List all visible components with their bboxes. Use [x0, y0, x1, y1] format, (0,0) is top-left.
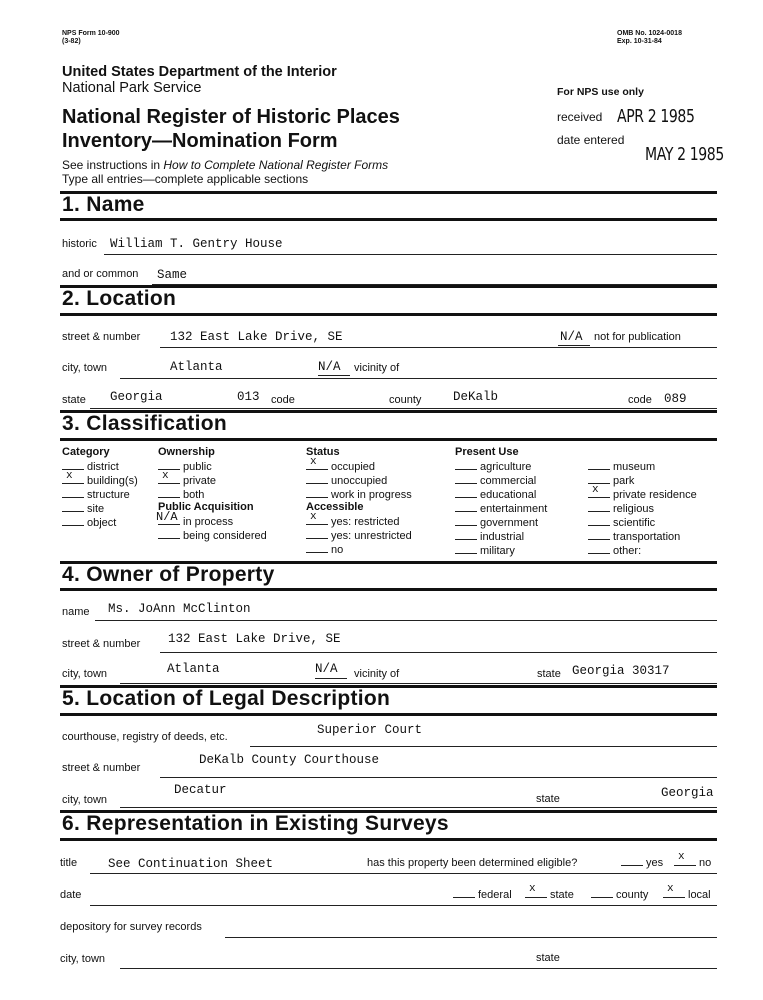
vicinity-mark[interactable]: N/A — [318, 360, 341, 374]
county-label: county — [389, 394, 422, 406]
checkbox-blank[interactable] — [525, 883, 547, 898]
checkbox-blank[interactable] — [306, 530, 328, 539]
section-1-heading: 1. Name — [62, 193, 145, 216]
section-rule — [60, 713, 717, 716]
federal-option[interactable] — [453, 889, 512, 901]
checkbox-blank[interactable] — [674, 851, 696, 866]
classification-option[interactable] — [588, 544, 641, 558]
checkbox-blank[interactable] — [158, 489, 180, 498]
checkbox-blank[interactable] — [455, 545, 477, 554]
owner-city-label: city, town — [62, 668, 108, 680]
field-line — [95, 620, 717, 621]
eligible-no-option[interactable] — [674, 851, 712, 869]
state-code-label: code — [271, 394, 295, 406]
option-label: object — [87, 517, 117, 529]
historic-name-field[interactable]: William T. Gentry House — [110, 237, 283, 251]
courthouse-label: courthouse, registry of deeds, etc. — [62, 731, 228, 743]
classification-option[interactable] — [156, 510, 234, 529]
classification-option[interactable] — [306, 543, 343, 557]
field-line — [160, 347, 717, 348]
checkbox-blank[interactable] — [455, 531, 477, 540]
checkbox-blank[interactable] — [158, 470, 180, 484]
legal-street-label: street & number — [62, 762, 141, 774]
legal-city-field[interactable]: Decatur — [174, 783, 227, 797]
section-2-heading: 2. Location — [62, 287, 177, 310]
option-label: yes: unrestricted — [331, 530, 412, 542]
not-for-publication-mark[interactable]: N/A — [560, 330, 583, 344]
field-line — [104, 254, 717, 255]
option-label: park — [613, 475, 635, 487]
checkbox-blank[interactable] — [62, 517, 84, 526]
field-line — [90, 873, 717, 874]
option-label: both — [183, 489, 205, 501]
field-line — [558, 345, 590, 346]
option-label: structure — [87, 489, 130, 501]
instructions-line2: Type all entries—complete applicable sections — [62, 172, 309, 186]
county-survey-label: county — [616, 889, 649, 901]
classification-option[interactable] — [62, 488, 130, 502]
section-rule — [60, 438, 717, 441]
owner-state-field[interactable]: Georgia 30317 — [572, 664, 670, 678]
option-label: work in progress — [331, 489, 412, 501]
nps-use-header: For NPS use only — [557, 86, 644, 98]
local-option[interactable] — [663, 883, 711, 901]
checkbox-mark: x — [592, 484, 599, 496]
state-option[interactable] — [525, 883, 574, 901]
form-title-line2: Inventory—Nomination Form — [62, 130, 338, 152]
field-line — [120, 378, 717, 379]
checkbox-blank[interactable] — [588, 484, 610, 498]
section-rule — [60, 218, 717, 221]
survey-state-label: state — [536, 952, 560, 964]
checkbox-blank[interactable] — [306, 489, 328, 498]
field-line — [318, 375, 350, 376]
survey-city-label: city, town — [60, 953, 106, 965]
field-line — [315, 678, 347, 679]
classification-option[interactable] — [62, 470, 138, 488]
expiration-date: Exp. 10-31-84 — [617, 38, 662, 45]
classification-option[interactable] — [306, 529, 412, 543]
instructions-line1 — [62, 158, 388, 172]
checkbox-blank[interactable] — [62, 470, 84, 484]
option-label: religious — [613, 503, 654, 515]
field-line — [160, 777, 717, 778]
city-field[interactable]: Atlanta — [170, 360, 223, 374]
checkbox-blank[interactable] — [453, 889, 475, 898]
eligibility-question: has this property been determined eligible? — [367, 857, 578, 869]
survey-title-field[interactable]: See Continuation Sheet — [108, 857, 274, 871]
owner-street-label: street & number — [62, 638, 141, 650]
option-label: entertainment — [480, 503, 548, 515]
option-label: unoccupied — [331, 475, 388, 487]
form-number: NPS Form 10-900 — [62, 30, 120, 37]
field-line — [120, 968, 717, 969]
checkbox-blank[interactable] — [306, 544, 328, 553]
section-rule — [60, 838, 717, 841]
field-line — [120, 683, 717, 684]
checkbox-mark: x — [66, 470, 73, 482]
checkbox-blank[interactable] — [588, 461, 610, 470]
option-label: military — [480, 545, 515, 557]
checkbox-blank[interactable] — [156, 510, 180, 525]
checkbox-blank[interactable] — [306, 511, 328, 525]
checkbox-blank[interactable] — [455, 503, 477, 512]
field-line — [250, 746, 717, 747]
option-label: building(s) — [87, 475, 138, 487]
survey-title-label: title — [60, 857, 78, 869]
classification-option[interactable] — [455, 474, 536, 488]
classification-option[interactable] — [455, 502, 547, 516]
checkbox-blank[interactable] — [158, 530, 180, 539]
classification-option[interactable] — [158, 488, 204, 502]
field-line — [160, 652, 717, 653]
federal-label: federal — [478, 889, 512, 901]
checkbox-blank[interactable] — [306, 456, 328, 470]
received-stamp: APR 2 1985 — [617, 106, 695, 127]
option-label: scientific — [613, 517, 656, 529]
checkbox-blank[interactable] — [455, 475, 477, 484]
county-option[interactable] — [591, 889, 648, 901]
classification-option[interactable] — [455, 460, 531, 474]
state-label: state — [62, 394, 86, 406]
date-entered-stamp: MAY 2 1985 — [645, 144, 724, 165]
checkbox-blank[interactable] — [663, 883, 685, 898]
option-label: museum — [613, 461, 656, 473]
owner-name-label: name — [62, 606, 90, 618]
legal-state-field[interactable]: Georgia — [661, 786, 714, 800]
checkbox-mark: x — [310, 511, 317, 523]
omb-number: OMB No. 1024-0018 — [617, 30, 682, 37]
field-line — [90, 408, 717, 409]
checkbox-blank[interactable] — [588, 531, 610, 540]
checkbox-blank[interactable] — [62, 503, 84, 512]
option-label: industrial — [480, 531, 525, 543]
checkbox-blank[interactable] — [588, 503, 610, 512]
option-label: public — [183, 461, 212, 473]
county-code-label: code — [628, 394, 652, 406]
checkbox-blank[interactable] — [455, 489, 477, 498]
checkbox-blank[interactable] — [621, 857, 643, 866]
received-label: received — [557, 110, 603, 124]
vicinity-label: vicinity of — [354, 362, 400, 374]
state-code-field[interactable]: 013 — [237, 390, 260, 404]
depository-label: depository for survey records — [60, 921, 202, 933]
classification-option[interactable] — [455, 530, 524, 544]
option-label: yes: restricted — [331, 516, 400, 528]
service-name: National Park Service — [62, 80, 202, 96]
present-use-header: Present Use — [455, 446, 519, 458]
checkbox-mark: x — [162, 470, 169, 482]
classification-option[interactable] — [588, 530, 680, 544]
option-label: occupied — [331, 461, 376, 473]
option-label: commercial — [480, 475, 537, 487]
option-label: no — [331, 544, 344, 556]
form-date: (3-82) — [62, 38, 81, 45]
owner-city-field[interactable]: Atlanta — [167, 662, 220, 676]
owner-street-field[interactable]: 132 East Lake Drive, SE — [168, 632, 341, 646]
option-label: private — [183, 475, 217, 487]
classification-option[interactable] — [455, 544, 515, 558]
historic-label: historic — [62, 238, 97, 250]
section-3-heading: 3. Classification — [62, 412, 227, 435]
option-label: agriculture — [480, 461, 532, 473]
survey-date-label: date — [60, 889, 82, 901]
street-label: street & number — [62, 331, 141, 343]
state-survey-label: state — [550, 889, 574, 901]
legal-state-label: state — [536, 793, 560, 805]
no-label: no — [699, 857, 712, 869]
classification-option[interactable] — [158, 470, 217, 488]
classification-option[interactable] — [455, 488, 536, 502]
option-label: educational — [480, 489, 537, 501]
classification-option[interactable] — [455, 516, 538, 530]
yes-label: yes — [646, 857, 664, 869]
owner-state-label: state — [537, 668, 561, 680]
accessible-header: Accessible — [306, 501, 364, 513]
city-label: city, town — [62, 362, 108, 374]
checkbox-blank[interactable] — [588, 517, 610, 526]
option-label: district — [87, 461, 119, 473]
option-label: being considered — [183, 530, 267, 542]
classification-option[interactable] — [588, 516, 655, 530]
eligible-yes-option[interactable] — [621, 857, 663, 869]
section-4-heading: 4. Owner of Property — [62, 563, 275, 586]
section-6-heading: 6. Representation in Existing Surveys — [62, 812, 449, 835]
ownership-header: Ownership — [158, 446, 215, 458]
checkbox-blank[interactable] — [588, 545, 610, 554]
classification-option[interactable] — [306, 488, 412, 502]
not-for-publication-label: not for publication — [594, 331, 681, 343]
checkbox-blank[interactable] — [62, 489, 84, 498]
legal-street-field[interactable]: DeKalb County Courthouse — [199, 753, 380, 767]
checkbox-blank[interactable] — [455, 461, 477, 470]
section-rule — [60, 588, 717, 591]
classification-option[interactable] — [62, 516, 116, 530]
section-rule — [60, 191, 717, 194]
checkbox-blank[interactable] — [591, 889, 613, 898]
checkbox-mark: N/A — [156, 510, 178, 524]
date-entered-label: date entered — [557, 133, 625, 147]
field-line — [120, 807, 717, 808]
public-acquisition-header: Public Acquisition — [158, 501, 254, 513]
classification-option[interactable] — [62, 502, 104, 516]
option-label: transportation — [613, 531, 681, 543]
section-5-heading: 5. Location of Legal Description — [62, 687, 391, 710]
courthouse-field[interactable]: Superior Court — [317, 723, 423, 737]
instructions-prefix: See instructions in — [62, 158, 164, 172]
local-checkmark: x — [667, 883, 674, 895]
checkbox-blank[interactable] — [455, 517, 477, 526]
legal-city-label: city, town — [62, 794, 108, 806]
category-header: Category — [62, 446, 110, 458]
option-label: private residence — [613, 489, 697, 501]
owner-name-field[interactable]: Ms. JoAnn McClinton — [108, 602, 251, 616]
classification-option[interactable] — [158, 529, 267, 543]
option-label: site — [87, 503, 105, 515]
classification-option[interactable] — [588, 502, 654, 516]
department-name: United States Department of the Interior — [62, 64, 337, 80]
form-title-line1: National Register of Historic Places — [62, 106, 400, 128]
common-name-label: and or common — [62, 268, 139, 280]
status-header: Status — [306, 446, 340, 458]
street-field[interactable]: 132 East Lake Drive, SE — [170, 330, 343, 344]
section-rule — [60, 313, 717, 316]
common-name-field[interactable]: Same — [157, 268, 188, 282]
county-field[interactable]: DeKalb — [453, 390, 499, 404]
classification-option[interactable] — [306, 456, 376, 474]
no-checkmark: x — [678, 851, 685, 863]
county-code-field[interactable]: 089 — [664, 392, 687, 406]
field-line — [225, 937, 717, 938]
option-label: other: — [613, 545, 642, 557]
owner-vicinity-mark[interactable]: N/A — [315, 662, 338, 676]
state-field[interactable]: Georgia — [110, 390, 163, 404]
classification-option[interactable] — [588, 484, 697, 502]
checkbox-mark: x — [310, 456, 317, 468]
option-label: in process — [183, 516, 234, 528]
option-label: government — [480, 517, 539, 529]
state-checkmark: x — [529, 883, 536, 895]
classification-option[interactable] — [588, 460, 655, 474]
checkbox-blank[interactable] — [306, 475, 328, 484]
instructions-guide-title: How to Complete National Register Forms — [163, 158, 389, 172]
owner-vicinity-label: vicinity of — [354, 668, 400, 680]
field-line — [90, 905, 717, 906]
classification-option[interactable] — [306, 474, 387, 488]
local-label: local — [688, 889, 711, 901]
classification-option[interactable] — [306, 511, 400, 529]
